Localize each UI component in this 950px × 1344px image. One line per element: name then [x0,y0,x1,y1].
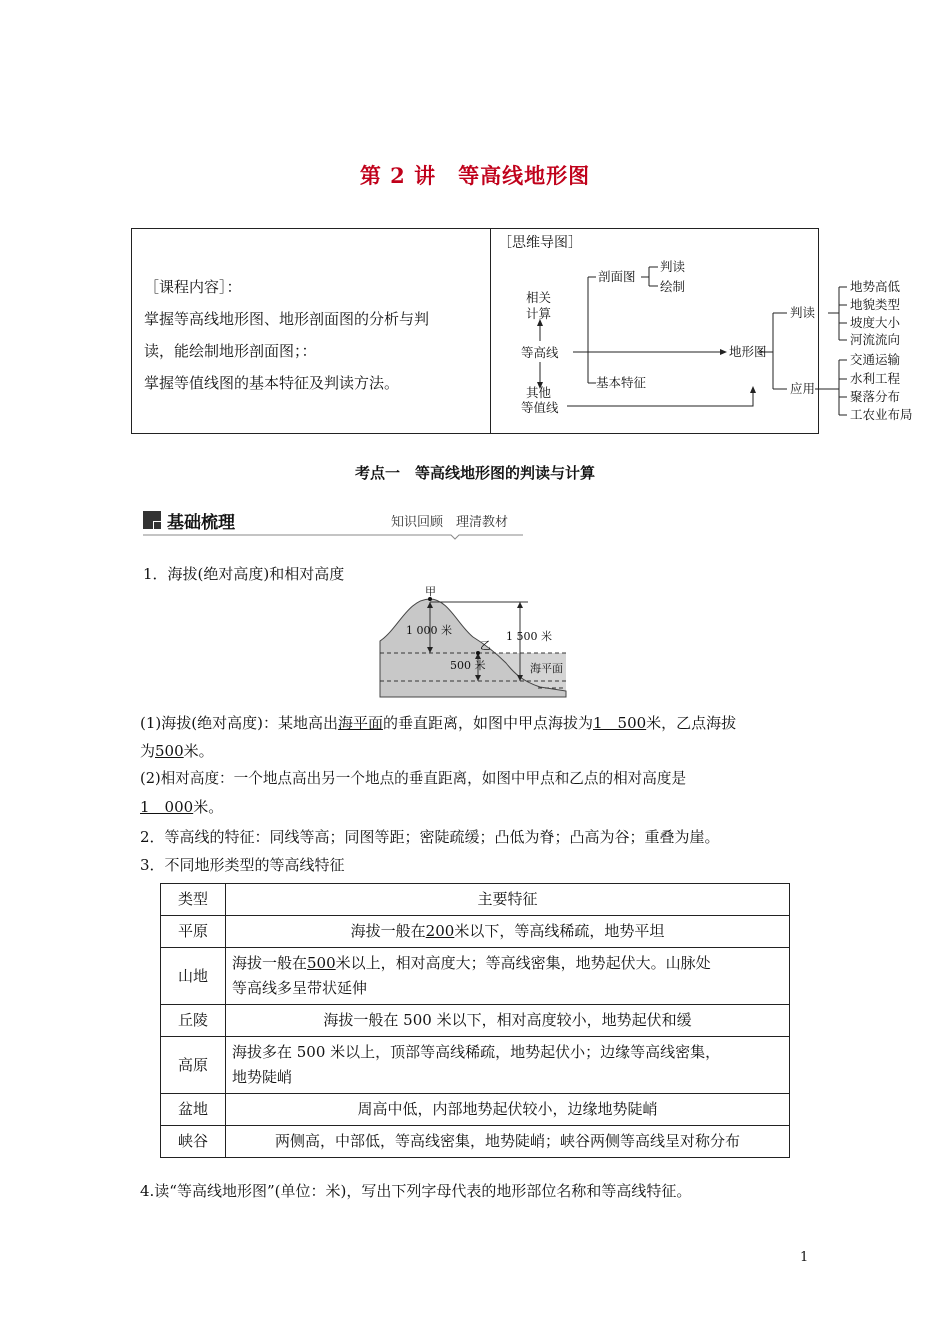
text: 米。 [183,742,214,760]
square-icon [143,511,161,529]
mindmap-title: ［思维导图］ [498,235,582,251]
page-title: 第 2 讲 等高线地形图 [359,163,591,188]
page-number: 1 [800,1250,809,1265]
mm-other-1: 其他 [526,385,552,400]
banner-label: 基础梳理 [167,513,235,533]
item-3: 3．不同地形类型的等高线特征 [140,856,345,874]
mm-topo-read: 判读 [790,305,816,320]
text: (1)海拔(绝对高度)：某地高出 [140,714,338,732]
header-feature: 主要特征 [226,884,790,916]
mm-other-2: 等值线 [521,400,559,415]
answer: 1 000 [140,798,194,816]
course-line: 掌握等高线地形图、地形剖面图的分析与判 [144,310,430,328]
mm-basic: 基本特征 [596,375,647,390]
terrain-table [160,883,790,1158]
para-2-line-1: (2)相对高度：一个地点高出另一个地点的垂直距离，如图中甲点和乙点的相对高度是 [140,770,687,787]
mindmap [491,229,913,433]
label-abs-jia: 1 500 米 [506,630,552,643]
mm-related-2: 计算 [526,306,552,321]
mm-read-item: 河流流向 [850,332,901,347]
mm-topo: 地形图 [729,344,767,359]
feature-cell: 海拔一般在 500 米以下，相对高度较小，地势起伏和缓 [226,1005,790,1037]
course-heading: ［课程内容］： [144,278,242,296]
mm-profile-draw: 绘制 [660,279,686,294]
para-1-line-2 [140,740,214,762]
text: 海拔一般在 [350,922,426,940]
feature-cell [226,1037,790,1094]
text: 的垂直距离，如图中甲点海拔为 [382,714,593,732]
text: 海拔一般在 [232,954,308,972]
type-cell: 高原 [161,1037,226,1094]
table-row [161,1037,790,1094]
text: 等高线多呈带状延伸 [232,979,368,997]
table-header-row [161,884,790,916]
table-row [161,948,790,1005]
table-row [161,916,790,948]
item-1-heading: 1．海拔(绝对高度)和相对高度 [143,565,345,583]
mm-profile: 剖面图 [598,269,636,284]
type-cell: 盆地 [161,1094,226,1126]
section-title: 考点一 等高线地形图的判读与计算 [354,464,595,482]
header-type: 类型 [161,884,226,916]
mm-related-1: 相关 [526,290,552,305]
mm-apply-item: 水利工程 [850,371,901,386]
course-content [144,271,480,399]
mm-read-item: 地势高低 [850,279,901,294]
mm-center: 等高线 [521,345,559,360]
overview-box [131,228,913,434]
altitude-figure [378,585,578,699]
arrow-up-icon [750,386,756,393]
answer: 200 [425,922,455,940]
feature-cell [226,916,790,948]
text: 米以上，相对高度大；等高线密集，地势起伏大。山脉处 [335,954,711,972]
text: 米以下，等高线稀疏，地势平坦 [454,922,665,940]
label-rel: 1 000 米 [406,624,452,637]
table-row [161,1094,790,1126]
mm-apply-item: 聚落分布 [850,389,901,404]
point-jia: 甲 [425,585,436,598]
text: 海拔多在 500 米以上，顶部等高线稀疏，地势起伏小；边缘等高线密集， [232,1043,721,1061]
banner-sub: 知识回顾 理清教材 [391,515,509,530]
feature-cell [226,948,790,1005]
point-yi: 乙 [480,639,491,652]
text: 米。 [193,798,224,816]
mm-profile-read: 判读 [660,259,686,274]
feature-cell: 两侧高，中部低，等高线密集，地势陡峭；峡谷两侧等高线呈对称分布 [226,1126,790,1158]
label-sea: 海平面 [530,662,563,675]
text: 地势陡峭 [232,1068,293,1086]
section-banner [143,508,523,538]
text: 米，乙点海拔 [646,714,737,732]
mm-apply-item: 工农业布局 [850,407,913,422]
item-2: 2．等高线的特征：同线等高；同图等距；密陡疏缓；凸低为脊；凸高为谷；重叠为崖。 [140,828,720,846]
item-4: 4.读“等高线地形图”(单位：米)，写出下列字母代表的地形部位名称和等高线特征。 [140,1182,692,1200]
type-cell: 峡谷 [161,1126,226,1158]
mm-read-item: 坡度大小 [850,315,901,330]
answer: 500 [307,954,336,972]
type-cell: 丘陵 [161,1005,226,1037]
course-line: 读，能绘制地形剖面图；： [144,342,317,360]
mm-read-item: 地貌类型 [850,297,901,312]
answer: 1 500 [592,714,647,732]
table-row [161,1126,790,1158]
answer: 海平面 [337,714,383,732]
mm-apply: 应用 [790,381,816,396]
banner-underline [143,532,523,540]
para-1-line-1 [140,712,736,734]
mm-apply-item: 交通运输 [850,352,901,367]
course-line: 掌握等值线图的基本特征及判读方法。 [144,374,400,392]
para-2-line-2 [140,796,223,818]
type-cell: 山地 [161,948,226,1005]
type-cell: 平原 [161,916,226,948]
table-row [161,1005,790,1037]
arrow-right-icon [720,349,727,355]
feature-cell: 周高中低，内部地势起伏较小，边缘地势陡峭 [226,1094,790,1126]
answer: 500 [155,742,184,760]
label-abs-yi: 500 米 [450,659,486,672]
text: 为 [140,742,156,760]
